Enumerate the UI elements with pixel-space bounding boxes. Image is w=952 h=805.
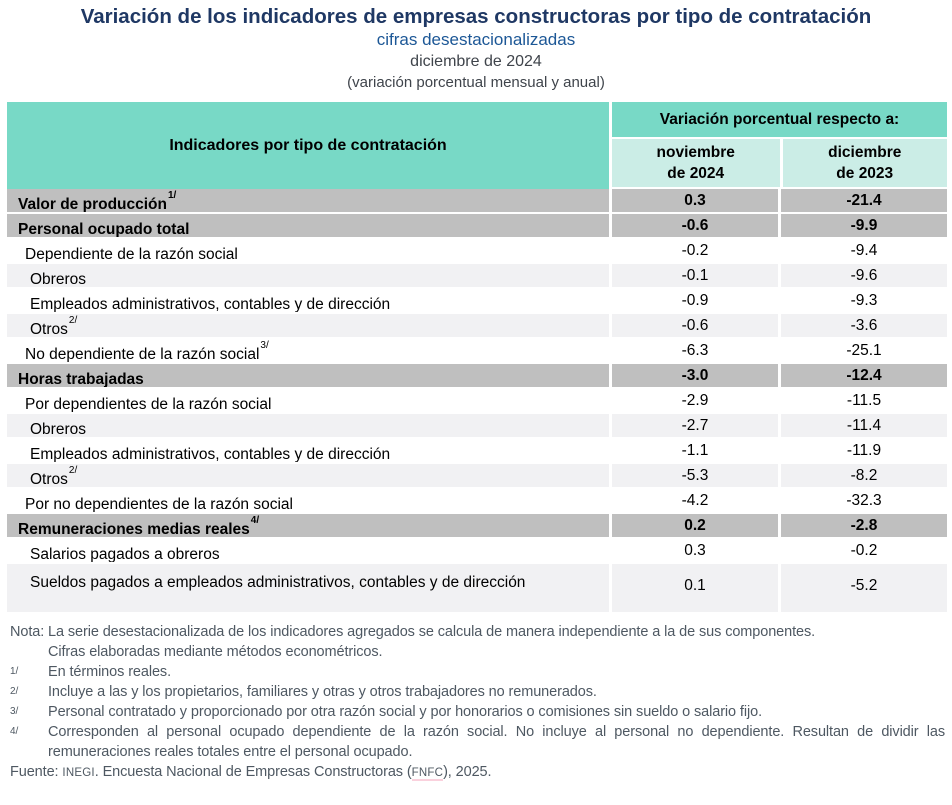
value-month: -3.0	[609, 364, 778, 387]
footnote-marker: 3/	[10, 706, 19, 717]
footnote-ref: 1/	[168, 190, 177, 201]
note-text: La serie desestacionalizada de los indicadores agregados se calcula de manera independiente a la de sus componentes.	[48, 624, 816, 640]
value-year: -21.4	[778, 189, 947, 212]
footnote-ref: 2/	[68, 465, 78, 476]
value-year: -11.5	[778, 389, 947, 412]
row-label-text: Remuneraciones medias reales	[18, 521, 250, 537]
value-year: -9.6	[778, 264, 947, 287]
footnote-marker: 2/	[10, 686, 19, 697]
value-month: -2.9	[609, 389, 778, 412]
indicators-table	[7, 102, 947, 614]
row-label-text: Personal ocupado total	[18, 221, 190, 237]
row-label-text: Obreros	[30, 271, 86, 287]
value-year: -25.1	[778, 339, 947, 362]
column-header-december-line1: diciembre	[828, 144, 902, 161]
value-month: -2.7	[609, 414, 778, 437]
value-year: -3.6	[778, 314, 947, 337]
title-block	[0, 5, 952, 93]
table-row	[7, 314, 947, 339]
row-label	[7, 489, 609, 512]
variation-group-header: Variación porcentual respecto a:	[612, 102, 947, 139]
table-row	[7, 239, 947, 264]
footnote-marker: 4/	[10, 726, 19, 737]
value-month: 0.2	[609, 514, 778, 537]
footnote-ref: 2/	[68, 315, 78, 326]
source-prefix: Fuente:	[10, 764, 59, 780]
row-label-text: Por dependientes de la razón social	[25, 396, 272, 412]
value-year: -0.2	[778, 539, 947, 562]
row-label	[7, 339, 609, 362]
column-header-december	[780, 139, 948, 189]
note-text: Cifras elaboradas mediante métodos econométricos.	[48, 644, 383, 660]
value-month: -0.9	[609, 289, 778, 312]
footnote-text: Corresponden al personal ocupado dependiente de la razón social. No incluye al personal no dependiente. Resultan de dividir las remuneraciones reales totales entre el personal ocupado.	[48, 724, 945, 760]
value-year: -5.2	[778, 564, 947, 612]
table-row	[7, 514, 947, 539]
note-row	[10, 682, 945, 702]
page-title: Variación de los indicadores de empresas constructoras por tipo de contratación	[80, 5, 872, 28]
column-header-december-line2: de 2023	[836, 165, 894, 182]
row-label	[7, 514, 609, 537]
note-row	[10, 662, 945, 682]
table-row	[7, 364, 947, 389]
value-year: -12.4	[778, 364, 947, 387]
table-row	[7, 414, 947, 439]
row-label	[7, 389, 609, 412]
table-row	[7, 214, 947, 239]
source-line	[10, 762, 945, 783]
value-year: -11.4	[778, 414, 947, 437]
note-row	[10, 702, 945, 722]
note-marker: Nota:	[10, 624, 45, 640]
value-month: -0.6	[609, 214, 778, 237]
footnote-text: Incluye a las y los propietarios, familiares y otras y otros trabajadores no remunerados.	[48, 684, 597, 700]
value-month: 0.1	[609, 564, 778, 612]
row-label-text: Otros	[30, 321, 68, 337]
value-month: -0.6	[609, 314, 778, 337]
note-row	[10, 622, 945, 642]
row-label	[7, 314, 609, 337]
period-label: diciembre de 2024	[410, 53, 542, 70]
row-label	[7, 564, 609, 612]
measure-note: (variación porcentual mensual y anual)	[347, 74, 605, 91]
note-marker	[10, 642, 48, 662]
period-column-headers	[612, 139, 947, 189]
source-suffix: ), 2025.	[443, 764, 492, 780]
footnote-text: Personal contratado y proporcionado por otra razón social y por honorarios o comisiones sin sueldo o salario fijo.	[48, 704, 762, 720]
row-label	[7, 439, 609, 462]
row-label-text: Empleados administrativos, contables y de dirección	[30, 446, 391, 462]
row-label-text: Por no dependientes de la razón social	[25, 496, 293, 512]
value-month: -1.1	[609, 439, 778, 462]
note-row	[10, 642, 945, 662]
row-label	[7, 464, 609, 487]
table-header	[7, 102, 947, 189]
source-middle: . Encuesta Nacional de Empresas Constructoras (	[94, 764, 412, 780]
table-row	[7, 339, 947, 364]
value-month: 0.3	[609, 189, 778, 212]
indicator-column-header: Indicadores por tipo de contratación	[7, 102, 609, 189]
table-row	[7, 389, 947, 414]
row-label-text: Empleados administrativos, contables y de dirección	[30, 296, 391, 312]
value-month: -6.3	[609, 339, 778, 362]
row-label	[7, 214, 609, 237]
column-header-november-line1: noviembre	[656, 144, 735, 161]
row-label-text: Salarios pagados a obreros	[30, 546, 220, 562]
notes-section	[10, 622, 945, 783]
source-acronym: FNFC	[411, 767, 444, 779]
note-row	[10, 722, 945, 762]
row-label	[7, 264, 609, 287]
row-label-text: Obreros	[30, 421, 86, 437]
row-label-text: Dependiente de la razón social	[25, 246, 238, 262]
row-label	[7, 189, 609, 212]
row-label	[7, 289, 609, 312]
row-label-text: No dependiente de la razón social	[25, 346, 260, 362]
value-month: -0.2	[609, 239, 778, 262]
table-row	[7, 289, 947, 314]
value-year: -9.4	[778, 239, 947, 262]
column-header-november	[612, 139, 780, 189]
table-row	[7, 189, 947, 214]
value-year: -8.2	[778, 464, 947, 487]
page-subtitle: cifras desestacionalizadas	[376, 30, 576, 49]
footnote-marker: 1/	[10, 666, 19, 677]
row-label	[7, 364, 609, 387]
row-label-text: Otros	[30, 471, 68, 487]
row-label	[7, 414, 609, 437]
table-row	[7, 264, 947, 289]
value-month: -4.2	[609, 489, 778, 512]
value-year: -9.9	[778, 214, 947, 237]
table-row	[7, 489, 947, 514]
table-row	[7, 439, 947, 464]
row-label	[7, 239, 609, 262]
value-year: -11.9	[778, 439, 947, 462]
row-label-text: Sueldos pagados a empleados administrativos, contables y de dirección	[30, 574, 526, 592]
footnote-text: En términos reales.	[48, 664, 172, 680]
row-label-text: Valor de producción	[18, 196, 167, 212]
footnote-ref: 4/	[250, 515, 260, 526]
value-month: 0.3	[609, 539, 778, 562]
value-year: -9.3	[778, 289, 947, 312]
table-row	[7, 464, 947, 489]
footnote-ref: 3/	[260, 340, 269, 351]
value-month: -5.3	[609, 464, 778, 487]
source-institution: INEGI	[62, 767, 95, 779]
table-row	[7, 564, 947, 614]
value-year: -32.3	[778, 489, 947, 512]
value-year: -2.8	[778, 514, 947, 537]
table-row	[7, 539, 947, 564]
value-month: -0.1	[609, 264, 778, 287]
row-label	[7, 539, 609, 562]
variation-header-group	[609, 102, 947, 189]
column-header-november-line2: de 2024	[667, 165, 725, 182]
row-label-text: Horas trabajadas	[18, 371, 144, 387]
